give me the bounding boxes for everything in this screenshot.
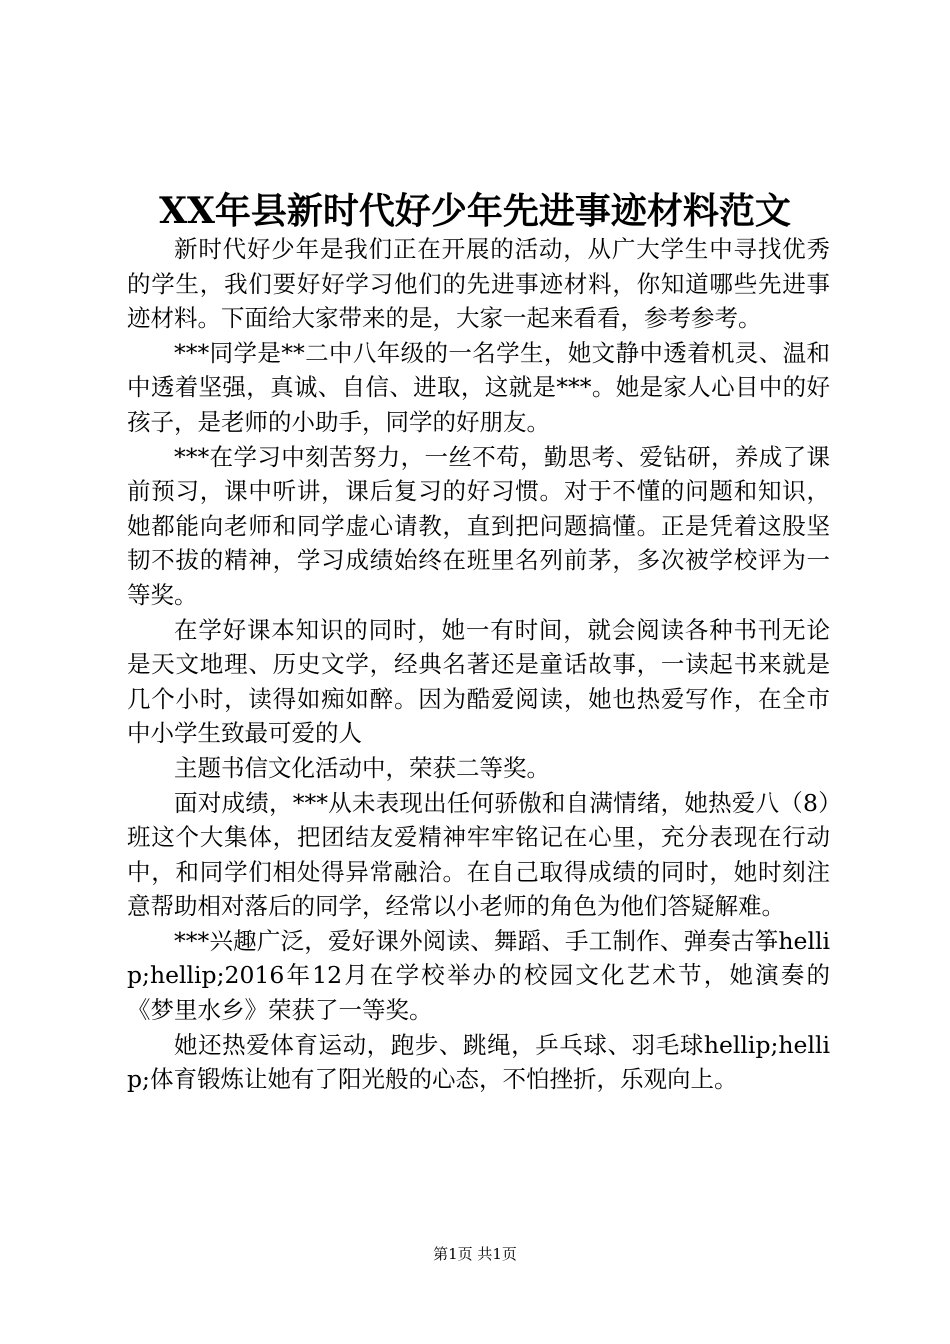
paragraph-character: 面对成绩，***从未表现出任何骄傲和自满情绪，她热爱八（8）班这个大集体，把团结友爱精神牢牢铭记在心里，充分表现在行动中，和同学们相处得异常融洽。在自己取得成绩的同时，她时刻注意帮助相对落后的同学，经常以小老师的角色为他们答疑解难。 (127, 788, 830, 921)
document-body (127, 232, 830, 1097)
paragraph-student-profile: ***同学是**二中八年级的一名学生，她文静中透着机灵、温和中透着坚强，真诚、自信、进取，这就是***。她是家人心目中的好孩子，是老师的小助手，同学的好朋友。 (127, 338, 830, 436)
page-number-footer: 第1页 共1页 (433, 1245, 517, 1263)
paragraph-intro: 新时代好少年是我们正在开展的活动，从广大学生中寻找优秀的学生，我们要好好学习他们的先进事迹材料，你知道哪些先进事迹材料。下面给大家带来的是，大家一起来看看，参考参考。 (127, 235, 830, 333)
paragraph-reading: 在学好课本知识的同时，她一有时间，就会阅读各种书刊无论是天文地理、历史文学，经典名著还是童话故事，一读起书来就是几个小时，读得如痴如醉。因为酷爱阅读，她也热爱写作，在全市中小学生致最可爱的人 (127, 615, 830, 748)
document-title: XX年县新时代好少年先进事迹材料范文 (159, 190, 791, 232)
paragraph-study-habits: ***在学习中刻苦努力，一丝不苟，勤思考、爱钻研，养成了课前预习，课中听讲，课后复习的好习惯。对于不懂的问题和知识，她都能向老师和同学虚心请教，直到把问题搞懂。正是凭着这股坚韧不拔的精神，学习成绩始终在班里名列前茅，多次被学校评为一等奖。 (127, 442, 830, 609)
paragraph-hobbies: ***兴趣广泛，爱好课外阅读、舞蹈、手工制作、弹奏古筝hellip;hellip;2016年12月在学校举办的校园文化艺术节，她演奏的《梦里水乡》荣获了一等奖。 (127, 926, 830, 1025)
paragraph-award: 主题书信文化活动中，荣获二等奖。 (174, 753, 550, 782)
paragraph-sports: 她还热爱体育运动，跑步、跳绳，乒乓球、羽毛球hellip;hellip;体育锻炼让她有了阳光般的心态，不怕挫折，乐观向上。 (127, 1030, 830, 1094)
